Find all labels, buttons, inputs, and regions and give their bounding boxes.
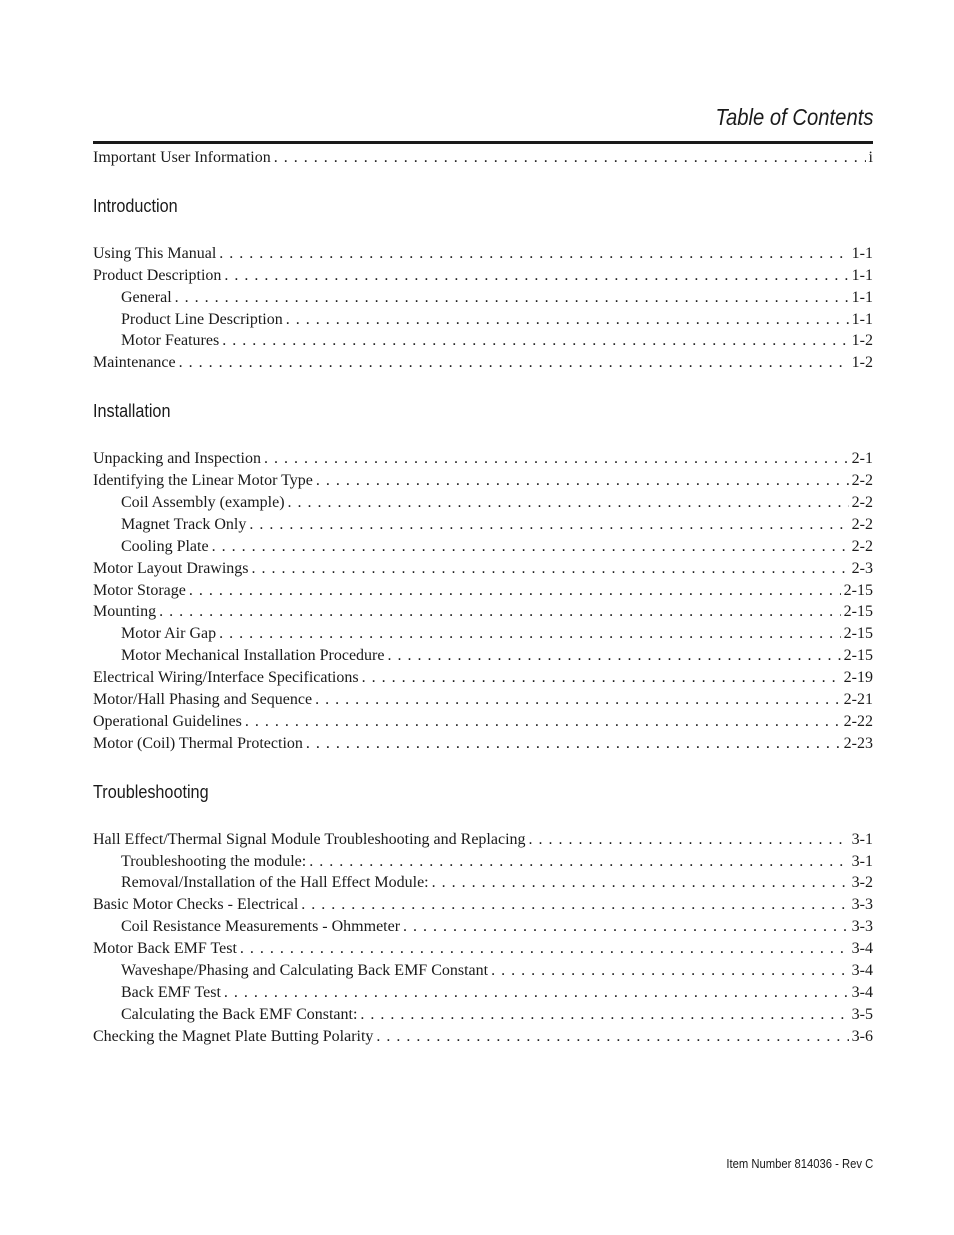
- toc-entry[interactable]: [93, 894, 873, 916]
- dot-leader: [240, 938, 849, 960]
- toc-entry-label: Motor/Hall Phasing and Sequence: [93, 691, 313, 709]
- toc-entry[interactable]: [93, 1004, 873, 1026]
- toc-entry-page: 2-15: [843, 581, 873, 599]
- toc-entry-label: Coil Resistance Measurements - Ohmmeter: [121, 918, 401, 936]
- toc-entry-page: 2-15: [843, 647, 873, 665]
- dot-leader: [245, 711, 841, 733]
- toc-entry-page: i: [868, 149, 873, 166]
- toc-entry-page: 1-1: [851, 310, 873, 328]
- toc-entry-page: 2-21: [843, 691, 873, 709]
- toc-entry[interactable]: [93, 492, 873, 514]
- toc-entry[interactable]: [93, 536, 873, 558]
- toc-entry-label: Motor Layout Drawings: [93, 559, 249, 577]
- dot-leader: [529, 829, 849, 851]
- toc-entry-label: Mounting: [93, 603, 157, 621]
- toc-entry-page: 2-3: [851, 559, 873, 577]
- toc-entry-label: General: [121, 288, 172, 306]
- toc-entry-label: Maintenance: [93, 354, 176, 372]
- toc-entry-label: Coil Assembly (example): [121, 494, 285, 512]
- toc-entry-label: Back EMF Test: [121, 983, 221, 1001]
- section-heading-troubleshooting: Troubleshooting: [93, 781, 209, 802]
- dot-leader: [274, 147, 866, 169]
- dot-leader: [286, 309, 849, 331]
- toc-entry-label: Waveshape/Phasing and Calculating Back EMF Constant: [121, 962, 489, 980]
- dot-leader: [288, 492, 849, 514]
- dot-leader: [224, 265, 848, 287]
- dot-leader: [362, 667, 841, 689]
- toc-entry[interactable]: [93, 689, 873, 711]
- toc-entry-label: Product Description: [93, 266, 222, 284]
- toc-entry-page: 2-1: [851, 450, 873, 468]
- toc-entry[interactable]: [93, 667, 873, 689]
- dot-leader: [376, 1026, 848, 1048]
- toc-entry[interactable]: [93, 601, 873, 623]
- dot-leader: [360, 1004, 848, 1026]
- toc-entry-page: 3-3: [851, 896, 873, 914]
- toc-entry-page: 2-2: [851, 472, 873, 490]
- dot-leader: [212, 536, 849, 558]
- dot-leader: [189, 580, 841, 602]
- toc-entry-label: Motor Air Gap: [121, 625, 217, 643]
- dot-leader: [249, 514, 848, 536]
- dot-leader: [301, 894, 848, 916]
- toc-entry[interactable]: [93, 514, 873, 536]
- dot-leader: [175, 287, 849, 309]
- toc-entry-label: Operational Guidelines: [93, 712, 242, 730]
- toc-entry-page: 1-2: [851, 332, 873, 350]
- dot-leader: [403, 916, 849, 938]
- toc-entry-page: 3-2: [851, 874, 873, 892]
- toc-entry-label: Motor Storage: [93, 581, 186, 599]
- toc-entry[interactable]: [93, 580, 873, 602]
- dot-leader: [224, 982, 849, 1004]
- toc-entry[interactable]: [93, 558, 873, 580]
- dot-leader: [179, 352, 849, 374]
- dot-leader: [491, 960, 849, 982]
- toc-entry-label: Motor (Coil) Thermal Protection: [93, 734, 303, 752]
- toc-entry-label: Troubleshooting the module:: [121, 852, 307, 870]
- section-troubleshooting-entries: [93, 829, 873, 1048]
- dot-leader: [309, 851, 848, 873]
- dot-leader: [432, 872, 849, 894]
- toc-entry[interactable]: [93, 352, 873, 374]
- toc-entry-important-user-information[interactable]: [93, 147, 873, 169]
- dot-leader: [159, 601, 841, 623]
- toc-entry-label: Removal/Installation of the Hall Effect Module:: [121, 874, 429, 892]
- toc-entry-label: Basic Motor Checks - Electrical: [93, 896, 299, 914]
- dot-leader: [387, 645, 840, 667]
- toc-entry[interactable]: [93, 733, 873, 755]
- toc-entry-page: 2-15: [843, 625, 873, 643]
- toc-entry[interactable]: [93, 938, 873, 960]
- dot-leader: [306, 733, 841, 755]
- toc-entry-label: Identifying the Linear Motor Type: [93, 472, 313, 490]
- toc-entry-page: 3-6: [851, 1027, 873, 1045]
- dot-leader: [264, 448, 849, 470]
- toc-entry-label: Hall Effect/Thermal Signal Module Troubleshooting and Replacing: [93, 830, 526, 848]
- toc-entry-page: 2-22: [843, 712, 873, 730]
- toc-entry-page: 2-2: [851, 494, 873, 512]
- toc-entry-label: Important User Information: [93, 149, 271, 166]
- table-of-contents: [93, 146, 873, 1048]
- toc-entry[interactable]: [93, 1026, 873, 1048]
- toc-entry-page: 2-23: [843, 734, 873, 752]
- toc-entry-label: Magnet Track Only: [121, 515, 247, 533]
- dot-leader: [219, 623, 841, 645]
- toc-entry[interactable]: [93, 287, 873, 309]
- toc-entry[interactable]: [93, 330, 873, 352]
- toc-entry-label: Checking the Magnet Plate Butting Polarity: [93, 1027, 374, 1045]
- toc-entry[interactable]: [93, 851, 873, 873]
- toc-entry-page: 3-4: [851, 962, 873, 980]
- toc-entry[interactable]: [93, 916, 873, 938]
- toc-entry-page: 3-5: [851, 1005, 873, 1023]
- toc-entry-page: 3-4: [851, 940, 873, 958]
- toc-entry[interactable]: [93, 623, 873, 645]
- toc-entry-page: 3-3: [851, 918, 873, 936]
- toc-entry-page: 1-2: [851, 354, 873, 372]
- dot-leader: [222, 330, 848, 352]
- dot-leader: [315, 689, 841, 711]
- toc-entry-label: Unpacking and Inspection: [93, 450, 261, 468]
- toc-entry[interactable]: [93, 982, 873, 1004]
- dot-leader: [219, 243, 848, 265]
- toc-entry-label: Motor Mechanical Installation Procedure: [121, 647, 385, 665]
- toc-entry[interactable]: [93, 265, 873, 287]
- toc-entry-page: 1-1: [851, 288, 873, 306]
- toc-entry-label: Calculating the Back EMF Constant:: [121, 1005, 358, 1023]
- toc-entry-label: Product Line Description: [121, 310, 283, 328]
- section-installation-entries: [93, 448, 873, 754]
- toc-entry-page: 1-1: [851, 244, 873, 262]
- page-title: Table of Contents: [715, 104, 873, 130]
- toc-entry-page: 2-2: [851, 537, 873, 555]
- toc-entry-label: Cooling Plate: [121, 537, 209, 555]
- toc-entry[interactable]: [93, 309, 873, 331]
- toc-entry-label: Electrical Wiring/Interface Specifications: [93, 669, 359, 687]
- toc-entry-label: Using This Manual: [93, 244, 217, 262]
- title-rule: [93, 141, 873, 144]
- toc-entry[interactable]: [93, 243, 873, 265]
- toc-entry-page: 3-1: [851, 830, 873, 848]
- toc-entry[interactable]: [93, 645, 873, 667]
- toc-entry[interactable]: [93, 872, 873, 894]
- footer-item-number: Item Number 814036 - Rev C: [726, 1157, 873, 1171]
- section-introduction-entries: [93, 243, 873, 374]
- toc-entry[interactable]: [93, 470, 873, 492]
- toc-entry-page: 3-1: [851, 852, 873, 870]
- toc-entry-page: 3-4: [851, 983, 873, 1001]
- toc-entry[interactable]: [93, 711, 873, 733]
- dot-leader: [252, 558, 849, 580]
- toc-entry-page: 1-1: [851, 266, 873, 284]
- section-heading-installation: Installation: [93, 401, 171, 422]
- toc-entry[interactable]: [93, 448, 873, 470]
- section-heading-introduction: Introduction: [93, 195, 178, 216]
- toc-entry-label: Motor Features: [121, 332, 220, 350]
- toc-entry-page: 2-19: [843, 669, 873, 687]
- toc-entry-page: 2-2: [851, 515, 873, 533]
- toc-entry[interactable]: [93, 960, 873, 982]
- toc-entry-label: Motor Back EMF Test: [93, 940, 237, 958]
- dot-leader: [316, 470, 849, 492]
- toc-entry-page: 2-15: [843, 603, 873, 621]
- toc-entry[interactable]: [93, 829, 873, 851]
